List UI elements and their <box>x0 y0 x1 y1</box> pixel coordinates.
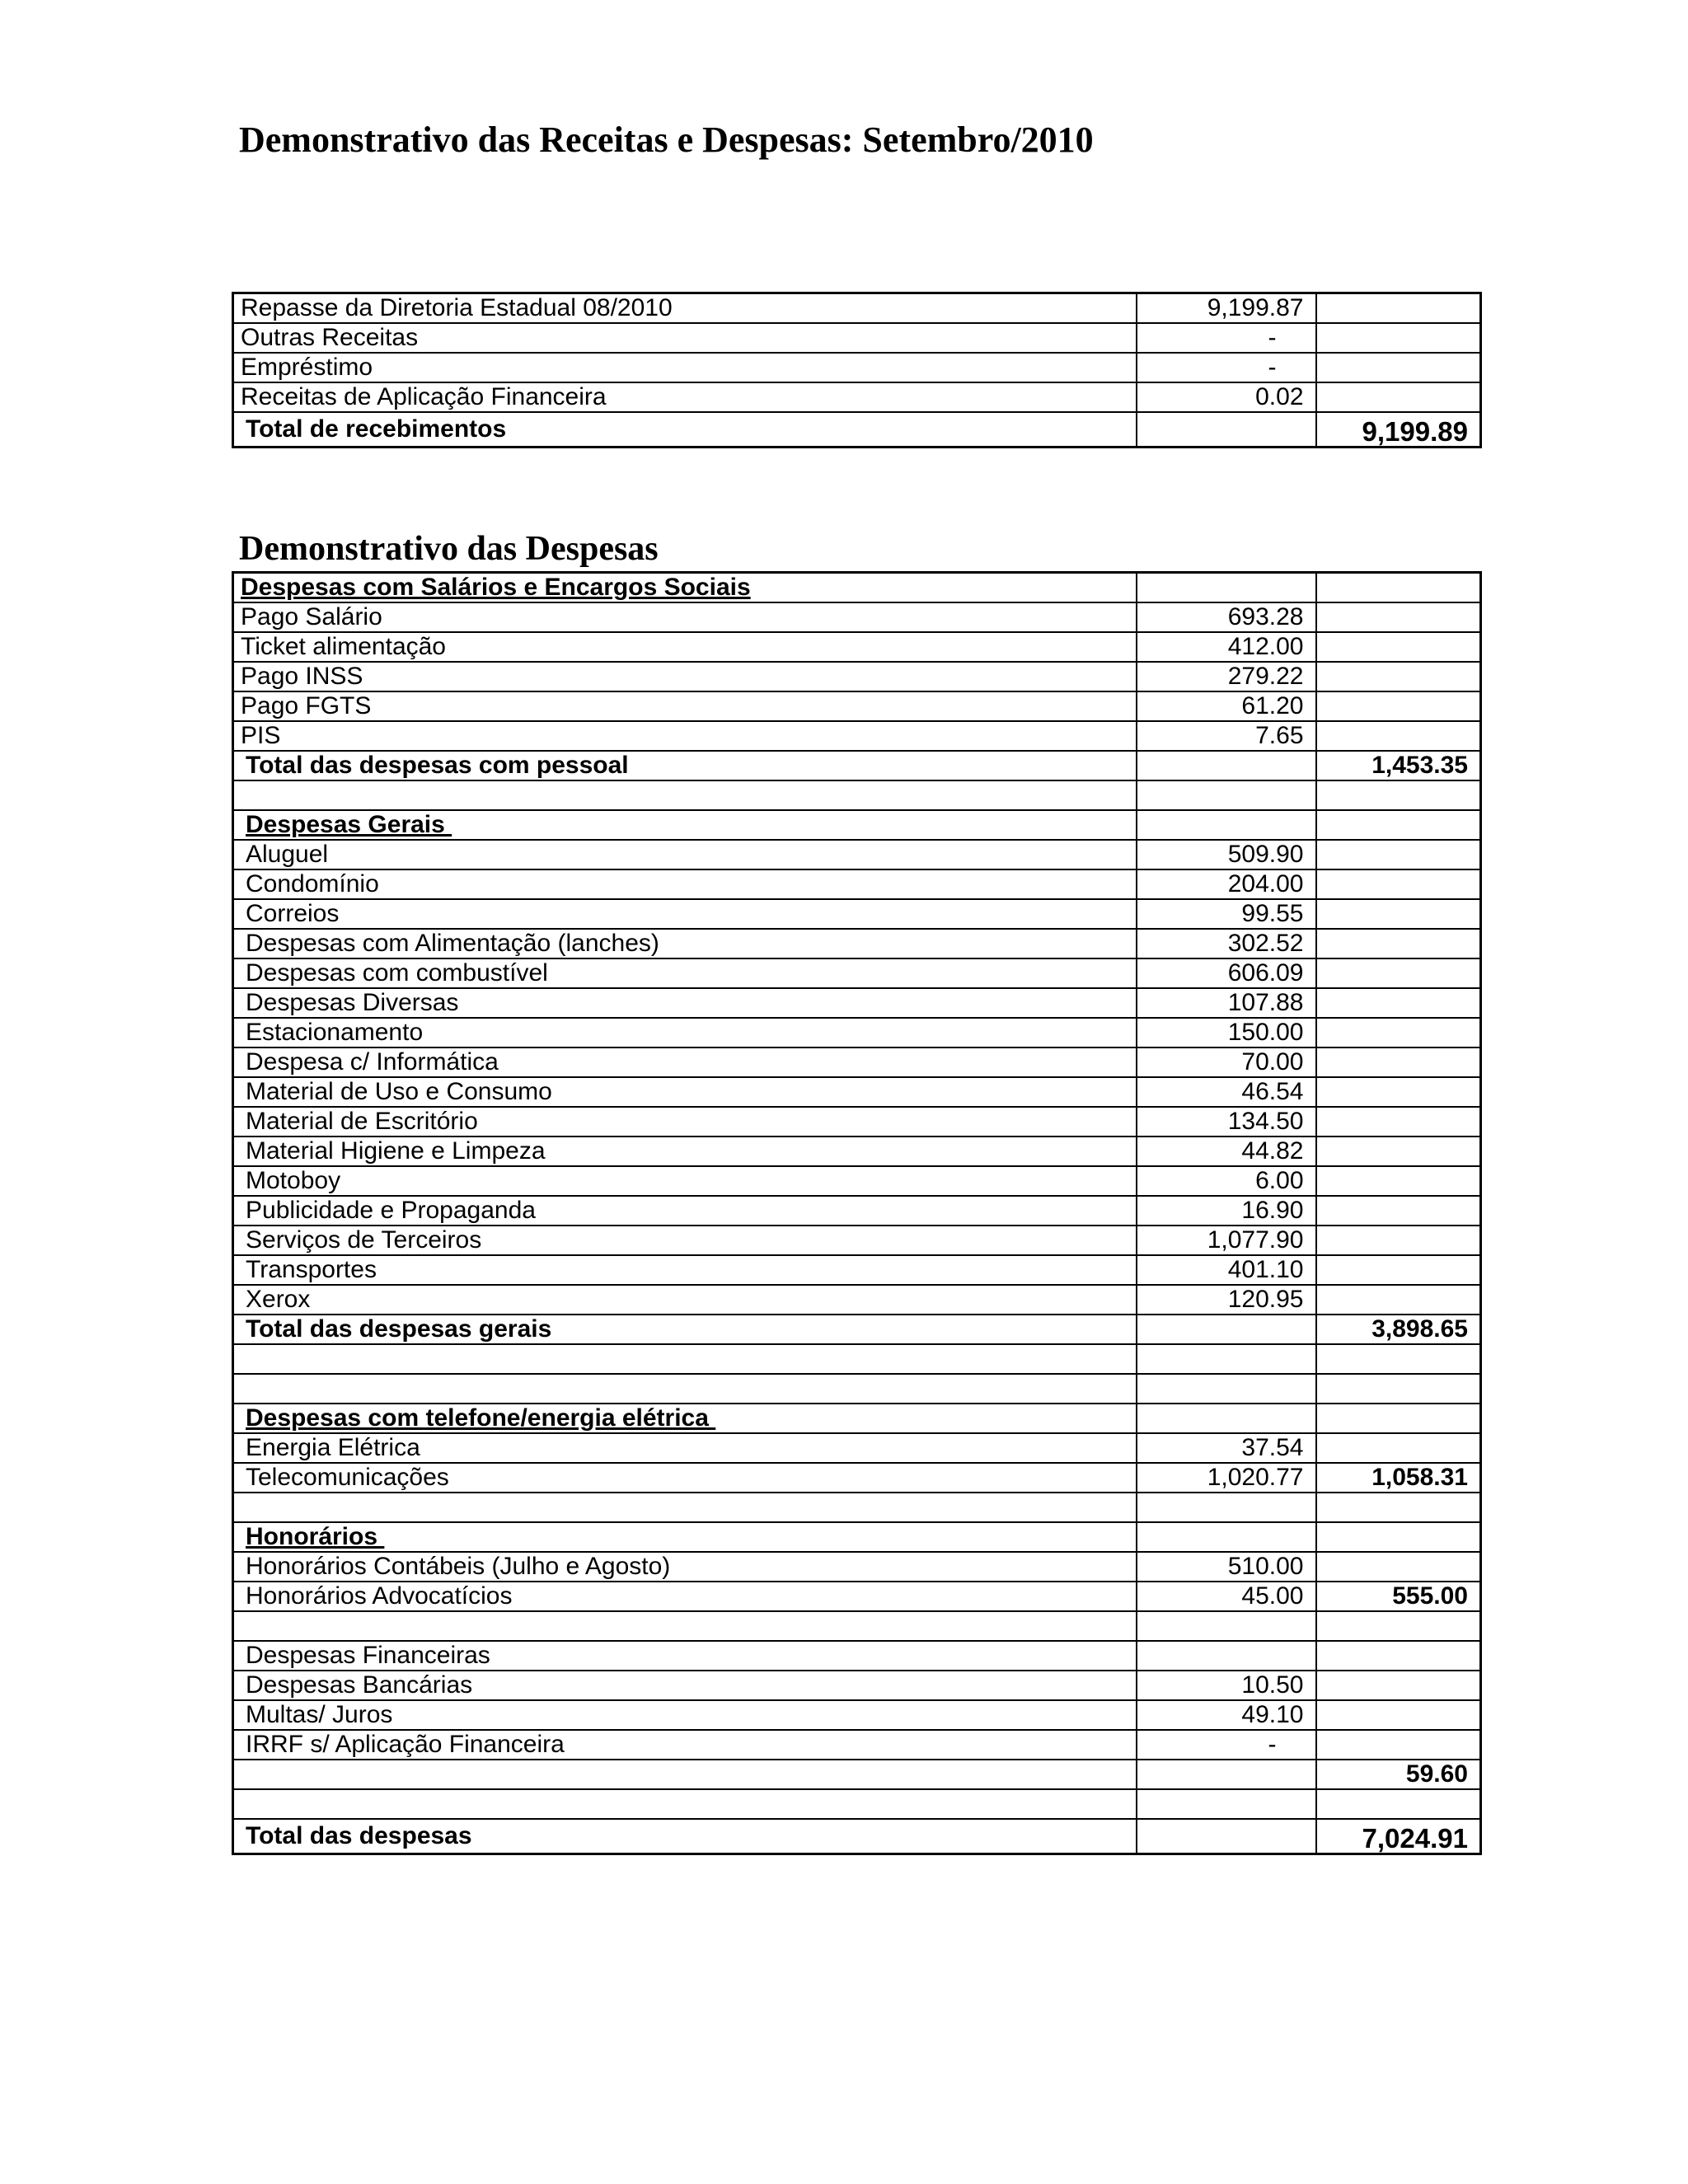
table-row <box>233 602 1481 632</box>
row-label: Despesas com Alimentação (lanches) <box>233 929 1137 958</box>
row-value: - <box>1137 353 1316 382</box>
row-value: 37.54 <box>1137 1433 1316 1463</box>
empty-cell <box>1137 1819 1316 1854</box>
empty-cell <box>1316 899 1481 929</box>
row-value: 70.00 <box>1137 1047 1316 1077</box>
table-row <box>233 293 1481 324</box>
row-label: Despesa c/ Informática <box>233 1047 1137 1077</box>
table-row <box>233 1047 1481 1077</box>
empty-cell <box>1137 1374 1316 1404</box>
empty-cell <box>233 1760 1137 1789</box>
table-row <box>233 1255 1481 1285</box>
empty-cell <box>1316 1789 1481 1819</box>
empty-cell <box>1316 1374 1481 1404</box>
empty-cell <box>1137 1760 1316 1789</box>
table-row <box>233 1730 1481 1760</box>
row-label: Serviços de Terceiros <box>233 1226 1137 1255</box>
row-value: 693.28 <box>1137 602 1316 632</box>
table-row <box>233 1463 1481 1493</box>
subtotal-row <box>233 1760 1481 1789</box>
row-value: 46.54 <box>1137 1077 1316 1107</box>
row-label: Honorários Contábeis (Julho e Agosto) <box>233 1552 1137 1582</box>
subtotal-row <box>233 1315 1481 1344</box>
personnel-total-label: Total das despesas com pessoal <box>233 751 1137 780</box>
row-label: Aluguel <box>233 840 1137 869</box>
row-value: 279.22 <box>1137 662 1316 691</box>
table-row <box>233 1285 1481 1315</box>
document-title: Demonstrativo das Receitas e Despesas: Setembro/2010 <box>239 120 1094 160</box>
grand-total-label: Total das despesas <box>233 1819 1137 1854</box>
table-row <box>233 721 1481 751</box>
row-value: 9,199.87 <box>1137 293 1316 324</box>
table-row <box>233 1166 1481 1196</box>
receipts-total-label: Total de recebimentos <box>233 412 1137 448</box>
table-row <box>233 1700 1481 1730</box>
table-row <box>233 1671 1481 1700</box>
table-row <box>233 323 1481 353</box>
section-heading-row <box>233 1522 1481 1552</box>
row-value <box>1137 412 1316 448</box>
empty-cell <box>1137 1789 1316 1819</box>
row-value: 302.52 <box>1137 929 1316 958</box>
row-label: Transportes <box>233 1255 1137 1285</box>
utilities-heading: Despesas com telefone/energia elétrica <box>246 1404 716 1432</box>
table-row <box>233 1107 1481 1137</box>
row-value: 0.02 <box>1137 382 1316 412</box>
empty-cell <box>233 1374 1137 1404</box>
empty-cell <box>1316 1522 1481 1552</box>
row-value: 107.88 <box>1137 988 1316 1018</box>
spacer-row <box>233 1789 1481 1819</box>
spacer-row <box>233 1374 1481 1404</box>
empty-cell <box>1316 1344 1481 1374</box>
receipts-table <box>232 292 1482 448</box>
row-value: 401.10 <box>1137 1255 1316 1285</box>
empty-cell <box>1316 1404 1481 1433</box>
empty-cell <box>1316 1285 1481 1315</box>
empty-cell <box>1316 1107 1481 1137</box>
table-row <box>233 1582 1481 1611</box>
empty-cell <box>1316 1700 1481 1730</box>
row-value: 134.50 <box>1137 1107 1316 1137</box>
table-row <box>233 840 1481 869</box>
section-heading <box>233 1522 1137 1552</box>
empty-cell <box>1137 1611 1316 1641</box>
empty-cell <box>233 1789 1137 1819</box>
receipts-total-row <box>233 412 1481 448</box>
table-row <box>233 899 1481 929</box>
row-value: 510.00 <box>1137 1552 1316 1582</box>
row-label: Pago FGTS <box>233 691 1137 721</box>
row-value: 1,020.77 <box>1137 1463 1316 1493</box>
row-value: 1,077.90 <box>1137 1226 1316 1255</box>
financial-heading: Despesas Financeiras <box>233 1641 1137 1671</box>
table-row <box>233 958 1481 988</box>
table-row <box>233 691 1481 721</box>
row-value: 45.00 <box>1137 1582 1316 1611</box>
row-value: - <box>1137 323 1316 353</box>
empty-cell <box>1316 810 1481 840</box>
row-label: Despesas Bancárias <box>233 1671 1137 1700</box>
section-heading-row <box>233 1404 1481 1433</box>
grand-total-row <box>233 1819 1481 1854</box>
empty-cell <box>1316 780 1481 810</box>
row-label: Material de Escritório <box>233 1107 1137 1137</box>
row-label: Condomínio <box>233 869 1137 899</box>
empty-cell <box>1316 602 1481 632</box>
empty-cell <box>1316 1137 1481 1166</box>
table-row <box>233 353 1481 382</box>
utilities-total-value: 1,058.31 <box>1316 1463 1481 1493</box>
spacer-row <box>233 780 1481 810</box>
empty-cell <box>1316 662 1481 691</box>
table-row <box>233 1433 1481 1463</box>
row-value: 150.00 <box>1137 1018 1316 1047</box>
table-row <box>233 1077 1481 1107</box>
row-value: 120.95 <box>1137 1285 1316 1315</box>
row-value: 49.10 <box>1137 1700 1316 1730</box>
spacer-row <box>233 1611 1481 1641</box>
empty-cell <box>1316 958 1481 988</box>
empty-cell <box>233 1344 1137 1374</box>
empty-cell <box>1137 810 1316 840</box>
row-value: 44.82 <box>1137 1137 1316 1166</box>
row-label: Energia Elétrica <box>233 1433 1137 1463</box>
table-row <box>233 1196 1481 1226</box>
fees-heading: Honorários <box>246 1523 385 1550</box>
section-heading <box>233 810 1137 840</box>
section-heading-row <box>233 573 1481 603</box>
row-label: Empréstimo <box>233 353 1137 382</box>
row-label: Honorários Advocatícios <box>233 1582 1137 1611</box>
row-label: Material de Uso e Consumo <box>233 1077 1137 1107</box>
empty-cell <box>1316 1077 1481 1107</box>
row-total <box>1316 293 1481 324</box>
row-value: - <box>1137 1730 1316 1760</box>
empty-cell <box>1316 1018 1481 1047</box>
expenses-table <box>232 571 1482 1855</box>
table-row <box>233 1226 1481 1255</box>
section-heading <box>233 573 1137 603</box>
table-row <box>233 869 1481 899</box>
row-total <box>1316 353 1481 382</box>
row-label: Xerox <box>233 1285 1137 1315</box>
row-value: 6.00 <box>1137 1166 1316 1196</box>
grand-total-value: 7,024.91 <box>1316 1819 1481 1854</box>
row-label: Outras Receitas <box>233 323 1137 353</box>
row-label: Receitas de Aplicação Financeira <box>233 382 1137 412</box>
row-value: 99.55 <box>1137 899 1316 929</box>
table-row <box>233 1018 1481 1047</box>
empty-cell <box>1137 1493 1316 1522</box>
row-value: 61.20 <box>1137 691 1316 721</box>
spacer-row <box>233 1344 1481 1374</box>
empty-cell <box>1316 929 1481 958</box>
personnel-total-value: 1,453.35 <box>1316 751 1481 780</box>
empty-cell <box>1316 869 1481 899</box>
empty-cell <box>1316 1047 1481 1077</box>
empty-cell <box>1137 1404 1316 1433</box>
row-label: Motoboy <box>233 1166 1137 1196</box>
table-row <box>233 382 1481 412</box>
spacer-row <box>233 1493 1481 1522</box>
empty-cell <box>1316 691 1481 721</box>
empty-cell <box>1137 1315 1316 1344</box>
financial-total-value: 59.60 <box>1316 1760 1481 1789</box>
row-total <box>1316 323 1481 353</box>
empty-cell <box>1316 1641 1481 1671</box>
row-label: Correios <box>233 899 1137 929</box>
row-label: Pago INSS <box>233 662 1137 691</box>
section-heading-row <box>233 1641 1481 1671</box>
empty-cell <box>1137 573 1316 603</box>
row-label: Estacionamento <box>233 1018 1137 1047</box>
empty-cell <box>1137 1522 1316 1552</box>
table-row <box>233 988 1481 1018</box>
empty-cell <box>1316 1196 1481 1226</box>
row-label: Ticket alimentação <box>233 632 1137 662</box>
empty-cell <box>233 780 1137 810</box>
empty-cell <box>1137 751 1316 780</box>
empty-cell <box>1316 632 1481 662</box>
table-row <box>233 662 1481 691</box>
row-total <box>1316 382 1481 412</box>
empty-cell <box>1137 780 1316 810</box>
row-label: PIS <box>233 721 1137 751</box>
personnel-heading: Despesas com Salários e Encargos Sociais <box>241 574 751 601</box>
empty-cell <box>1137 1641 1316 1671</box>
empty-cell <box>1316 1166 1481 1196</box>
empty-cell <box>1316 840 1481 869</box>
row-label: Pago Salário <box>233 602 1137 632</box>
row-value: 204.00 <box>1137 869 1316 899</box>
general-heading: Despesas Gerais <box>246 811 452 838</box>
empty-cell <box>1316 1552 1481 1582</box>
row-label: IRRF s/ Aplicação Financeira <box>233 1730 1137 1760</box>
empty-cell <box>233 1493 1137 1522</box>
table-row <box>233 1137 1481 1166</box>
empty-cell <box>1316 1433 1481 1463</box>
subtotal-row <box>233 751 1481 780</box>
expenses-section-title: Demonstrativo das Despesas <box>239 530 659 568</box>
row-value: 7.65 <box>1137 721 1316 751</box>
section-heading <box>233 1404 1137 1433</box>
row-value: 606.09 <box>1137 958 1316 988</box>
empty-cell <box>1316 573 1481 603</box>
row-label: Publicidade e Propaganda <box>233 1196 1137 1226</box>
row-value: 412.00 <box>1137 632 1316 662</box>
general-total-label: Total das despesas gerais <box>233 1315 1137 1344</box>
row-value: 509.90 <box>1137 840 1316 869</box>
table-row <box>233 632 1481 662</box>
row-label: Despesas com combustível <box>233 958 1137 988</box>
row-label: Repasse da Diretoria Estadual 08/2010 <box>233 293 1137 324</box>
receipts-total-value: 9,199.89 <box>1316 412 1481 448</box>
row-label: Material Higiene e Limpeza <box>233 1137 1137 1166</box>
row-label: Telecomunicações <box>233 1463 1137 1493</box>
row-value: 16.90 <box>1137 1196 1316 1226</box>
row-label: Multas/ Juros <box>233 1700 1137 1730</box>
table-row <box>233 929 1481 958</box>
section-heading-row <box>233 810 1481 840</box>
table-row <box>233 1552 1481 1582</box>
row-label: Despesas Diversas <box>233 988 1137 1018</box>
empty-cell <box>233 1611 1137 1641</box>
empty-cell <box>1316 1611 1481 1641</box>
empty-cell <box>1316 988 1481 1018</box>
empty-cell <box>1137 1344 1316 1374</box>
fees-total-value: 555.00 <box>1316 1582 1481 1611</box>
empty-cell <box>1316 1730 1481 1760</box>
empty-cell <box>1316 1255 1481 1285</box>
empty-cell <box>1316 1671 1481 1700</box>
row-value: 10.50 <box>1137 1671 1316 1700</box>
empty-cell <box>1316 1493 1481 1522</box>
empty-cell <box>1316 1226 1481 1255</box>
empty-cell <box>1316 721 1481 751</box>
general-total-value: 3,898.65 <box>1316 1315 1481 1344</box>
